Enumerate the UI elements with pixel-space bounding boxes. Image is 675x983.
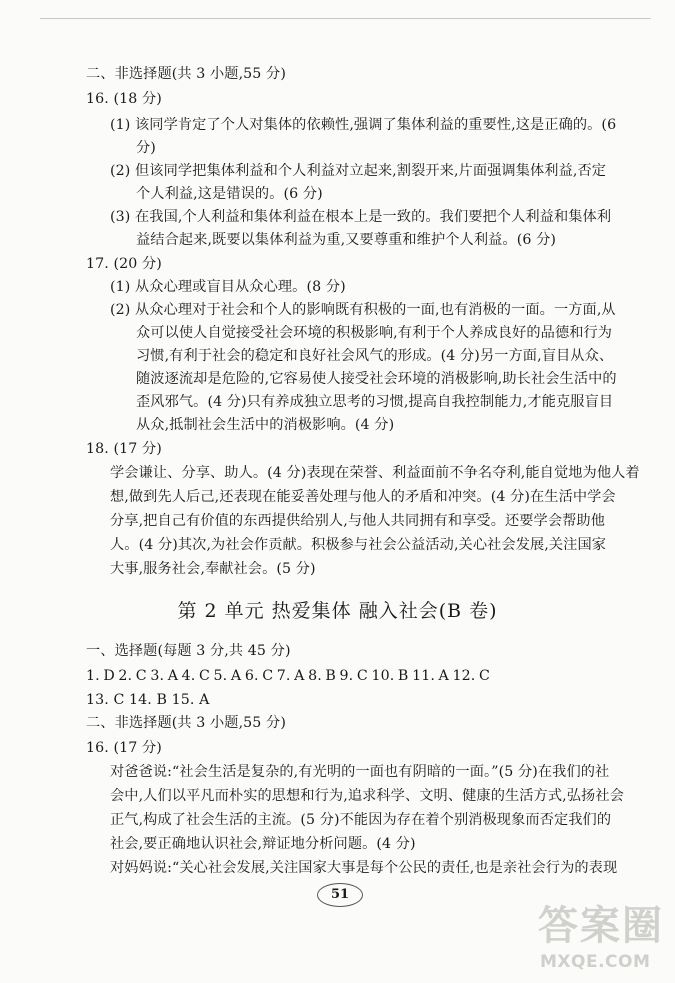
watermark-url: MXQE.COM <box>540 952 651 972</box>
answer-line: 分享,把自己有价值的东西提供给别人,与他人共同拥有和享受。还要学会帮助他 <box>110 513 605 529</box>
answer-line: 人。(4 分)其次,为社会作贡献。积极参与社会公益活动,关心社会发展,关注国家 <box>110 537 607 553</box>
answer-line: (3) 在我国,个人利益和集体利益在根本上是一致的。我们要把个人利益和集体利 <box>110 209 612 225</box>
watermark-logo: 答案圈 <box>538 903 664 949</box>
answer-line: 大事,服务社会,奉献社会。(5 分) <box>110 561 316 577</box>
choice-answers: 13. C 14. B 15. A <box>86 692 210 708</box>
unit-title: 第 2 单元 热爱集体 融入社会(B 卷) <box>177 600 498 622</box>
choice-answers: 1. D 2. C 3. A 4. C 5. A 6. C 7. A 8. B 9. C 10. B 11. A 12. C <box>86 668 490 684</box>
answer-line: (1) 从众心理或盲目从众心理。(8 分) <box>110 279 346 295</box>
answer-line: 众可以使人自觉接受社会环境的积极影响,有利于个人养成良好的品德和行为 <box>136 325 613 341</box>
answer-line: 正气,构成了社会生活的主流。(5 分)不能因为存在着个别消极现象而否定我们的 <box>110 812 612 828</box>
answer-line: 随波逐流却是危险的,它容易使人接受社会环境的消极影响,助长社会生活中的 <box>136 371 617 387</box>
question-number: 16. (17 分) <box>86 740 162 756</box>
answer-line: 个人利益,这是错误的。(6 分) <box>136 186 323 202</box>
section-heading: 一、选择题(每题 3 分,共 45 分) <box>86 643 291 659</box>
page-number: 51 <box>317 883 363 907</box>
question-number: 18. (17 分) <box>86 441 162 457</box>
answer-line: 学会谦让、分享、助人。(4 分)表现在荣誉、利益面前不争名夺利,能自觉地为他人着 <box>110 465 640 481</box>
answer-line: 社会,要正确地认识社会,辩证地分析问题。(4 分) <box>110 836 416 852</box>
answer-line: (2) 从众心理对于社会和个人的影响既有积极的一面,也有消极的一面。一方面,从 <box>110 302 616 318</box>
answer-line: (2) 但该同学把集体利益和个人利益对立起来,割裂开来,片面强调集体利益,否定 <box>110 163 607 179</box>
section-heading: 二、非选择题(共 3 小题,55 分) <box>86 66 286 82</box>
answer-line: (1) 该同学肯定了个人对集体的依赖性,强调了集体利益的重要性,这是正确的。(6 <box>110 117 617 133</box>
answer-line: 对妈妈说:“关心社会发展,关注国家大事是每个公民的责任,也是亲社会行为的表现 <box>110 860 618 876</box>
answer-line: 会中,人们以平凡而朴实的思想和行为,追求科学、文明、健康的生活方式,弘扬社会 <box>110 788 624 804</box>
answer-line: 习惯,有利于社会的稳定和良好社会风气的形成。(4 分)另一方面,盲目从众、 <box>136 348 614 364</box>
question-number: 17. (20 分) <box>86 256 162 272</box>
answer-line: 对爸爸说:“社会生活是复杂的,有光明的一面也有阴暗的一面。”(5 分)在我们的社 <box>110 764 610 780</box>
answer-line: 分) <box>136 140 156 156</box>
answer-line: 从众,抵制社会生活中的消极影响。(4 分) <box>136 417 395 433</box>
top-rule <box>40 18 651 19</box>
answer-line: 想,做到先人后己,还表现在能妥善处理与他人的矛盾和冲突。(4 分)在生活中学会 <box>110 489 616 505</box>
question-number: 16. (18 分) <box>86 91 162 107</box>
section-heading: 二、非选择题(共 3 小题,55 分) <box>86 715 286 731</box>
answer-line: 益结合起来,既要以集体利益为重,又要尊重和维护个人利益。(6 分) <box>136 232 556 248</box>
answer-line: 歪风邪气。(4 分)只有养成独立思考的习惯,提高自我控制能力,才能克服盲目 <box>136 394 614 410</box>
